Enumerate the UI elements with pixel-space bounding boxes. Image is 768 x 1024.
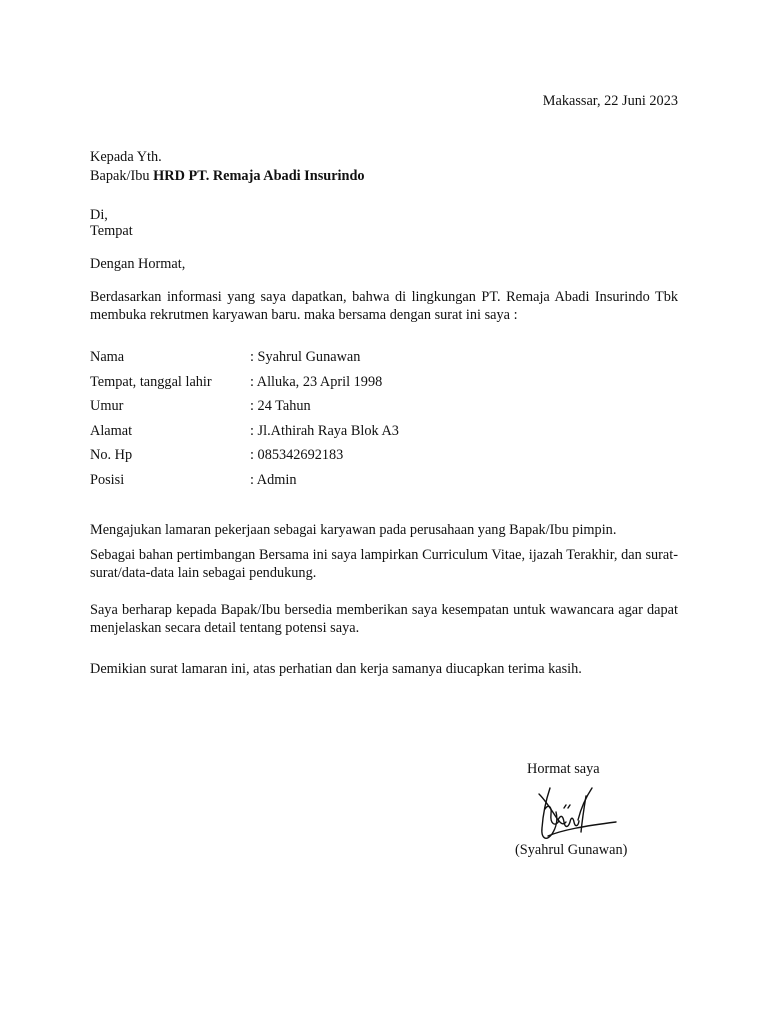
detail-row-phone	[90, 446, 510, 471]
detail-label: Posisi	[90, 471, 125, 488]
place-line-1: Di,	[90, 207, 108, 223]
signer-name: (Syahrul Gunawan)	[515, 842, 628, 858]
detail-label: Nama	[90, 349, 125, 365]
place-line-2: Tempat	[90, 223, 133, 239]
hope-paragraph: Saya berharap kepada Bapak/Ibu bersedia memberikan saya kesempatan untuk wawancara agar dapat menjelaskan secara detail tentang potensi saya.	[90, 602, 678, 636]
detail-value: : Syahrul Gunawan	[250, 349, 361, 365]
detail-value: : 085342692183	[250, 447, 344, 463]
detail-row-address	[90, 422, 510, 447]
intro-paragraph: Berdasarkan informasi yang saya dapatkan, bahwa di lingkungan PT. Remaja Abadi Insurindo Tbk membuka rekrutmen karyawan baru. maka bersama dengan surat ini saya :	[90, 289, 678, 323]
recipient-prefix: Bapak/Ibu	[90, 168, 154, 184]
closing-greeting: Hormat saya	[527, 761, 600, 777]
closing-paragraph: Demikian surat lamaran ini, atas perhatian dan kerja samanya diucapkan terima kasih.	[90, 661, 582, 677]
recipient-company: HRD PT. Remaja Abadi Insurindo	[153, 168, 365, 184]
detail-value: : Alluka, 23 April 1998	[250, 373, 383, 390]
detail-label: No. Hp	[90, 447, 133, 463]
detail-row-position	[90, 471, 510, 496]
applicant-details	[90, 348, 510, 495]
detail-value: : Jl.Athirah Raya Blok A3	[250, 422, 399, 439]
signature-image	[512, 784, 622, 846]
detail-value: : 24 Tahun	[250, 398, 311, 414]
letter-date: Makassar, 22 Juni 2023	[542, 93, 678, 109]
detail-row-name	[90, 348, 510, 373]
detail-value: : Admin	[250, 471, 297, 488]
apply-paragraph: Mengajukan lamaran pekerjaan sebagai karyawan pada perusahaan yang Bapak/Ibu pimpin.	[90, 522, 617, 538]
detail-label: Tempat, tanggal lahir	[90, 373, 212, 390]
detail-label: Alamat	[90, 422, 133, 439]
salutation: Dengan Hormat,	[90, 256, 186, 272]
signature-strokes	[539, 788, 616, 838]
attachment-paragraph: Sebagai bahan pertimbangan Bersama ini saya lampirkan Curriculum Vitae, ijazah Terakhir, dan surat-surat/data-data lain sebagai pendukung.	[90, 547, 678, 581]
detail-row-age	[90, 397, 510, 422]
detail-label: Umur	[90, 398, 124, 414]
recipient-line-1: Kepada Yth.	[90, 149, 162, 165]
detail-row-birth	[90, 373, 510, 398]
recipient-line-2	[90, 167, 365, 185]
